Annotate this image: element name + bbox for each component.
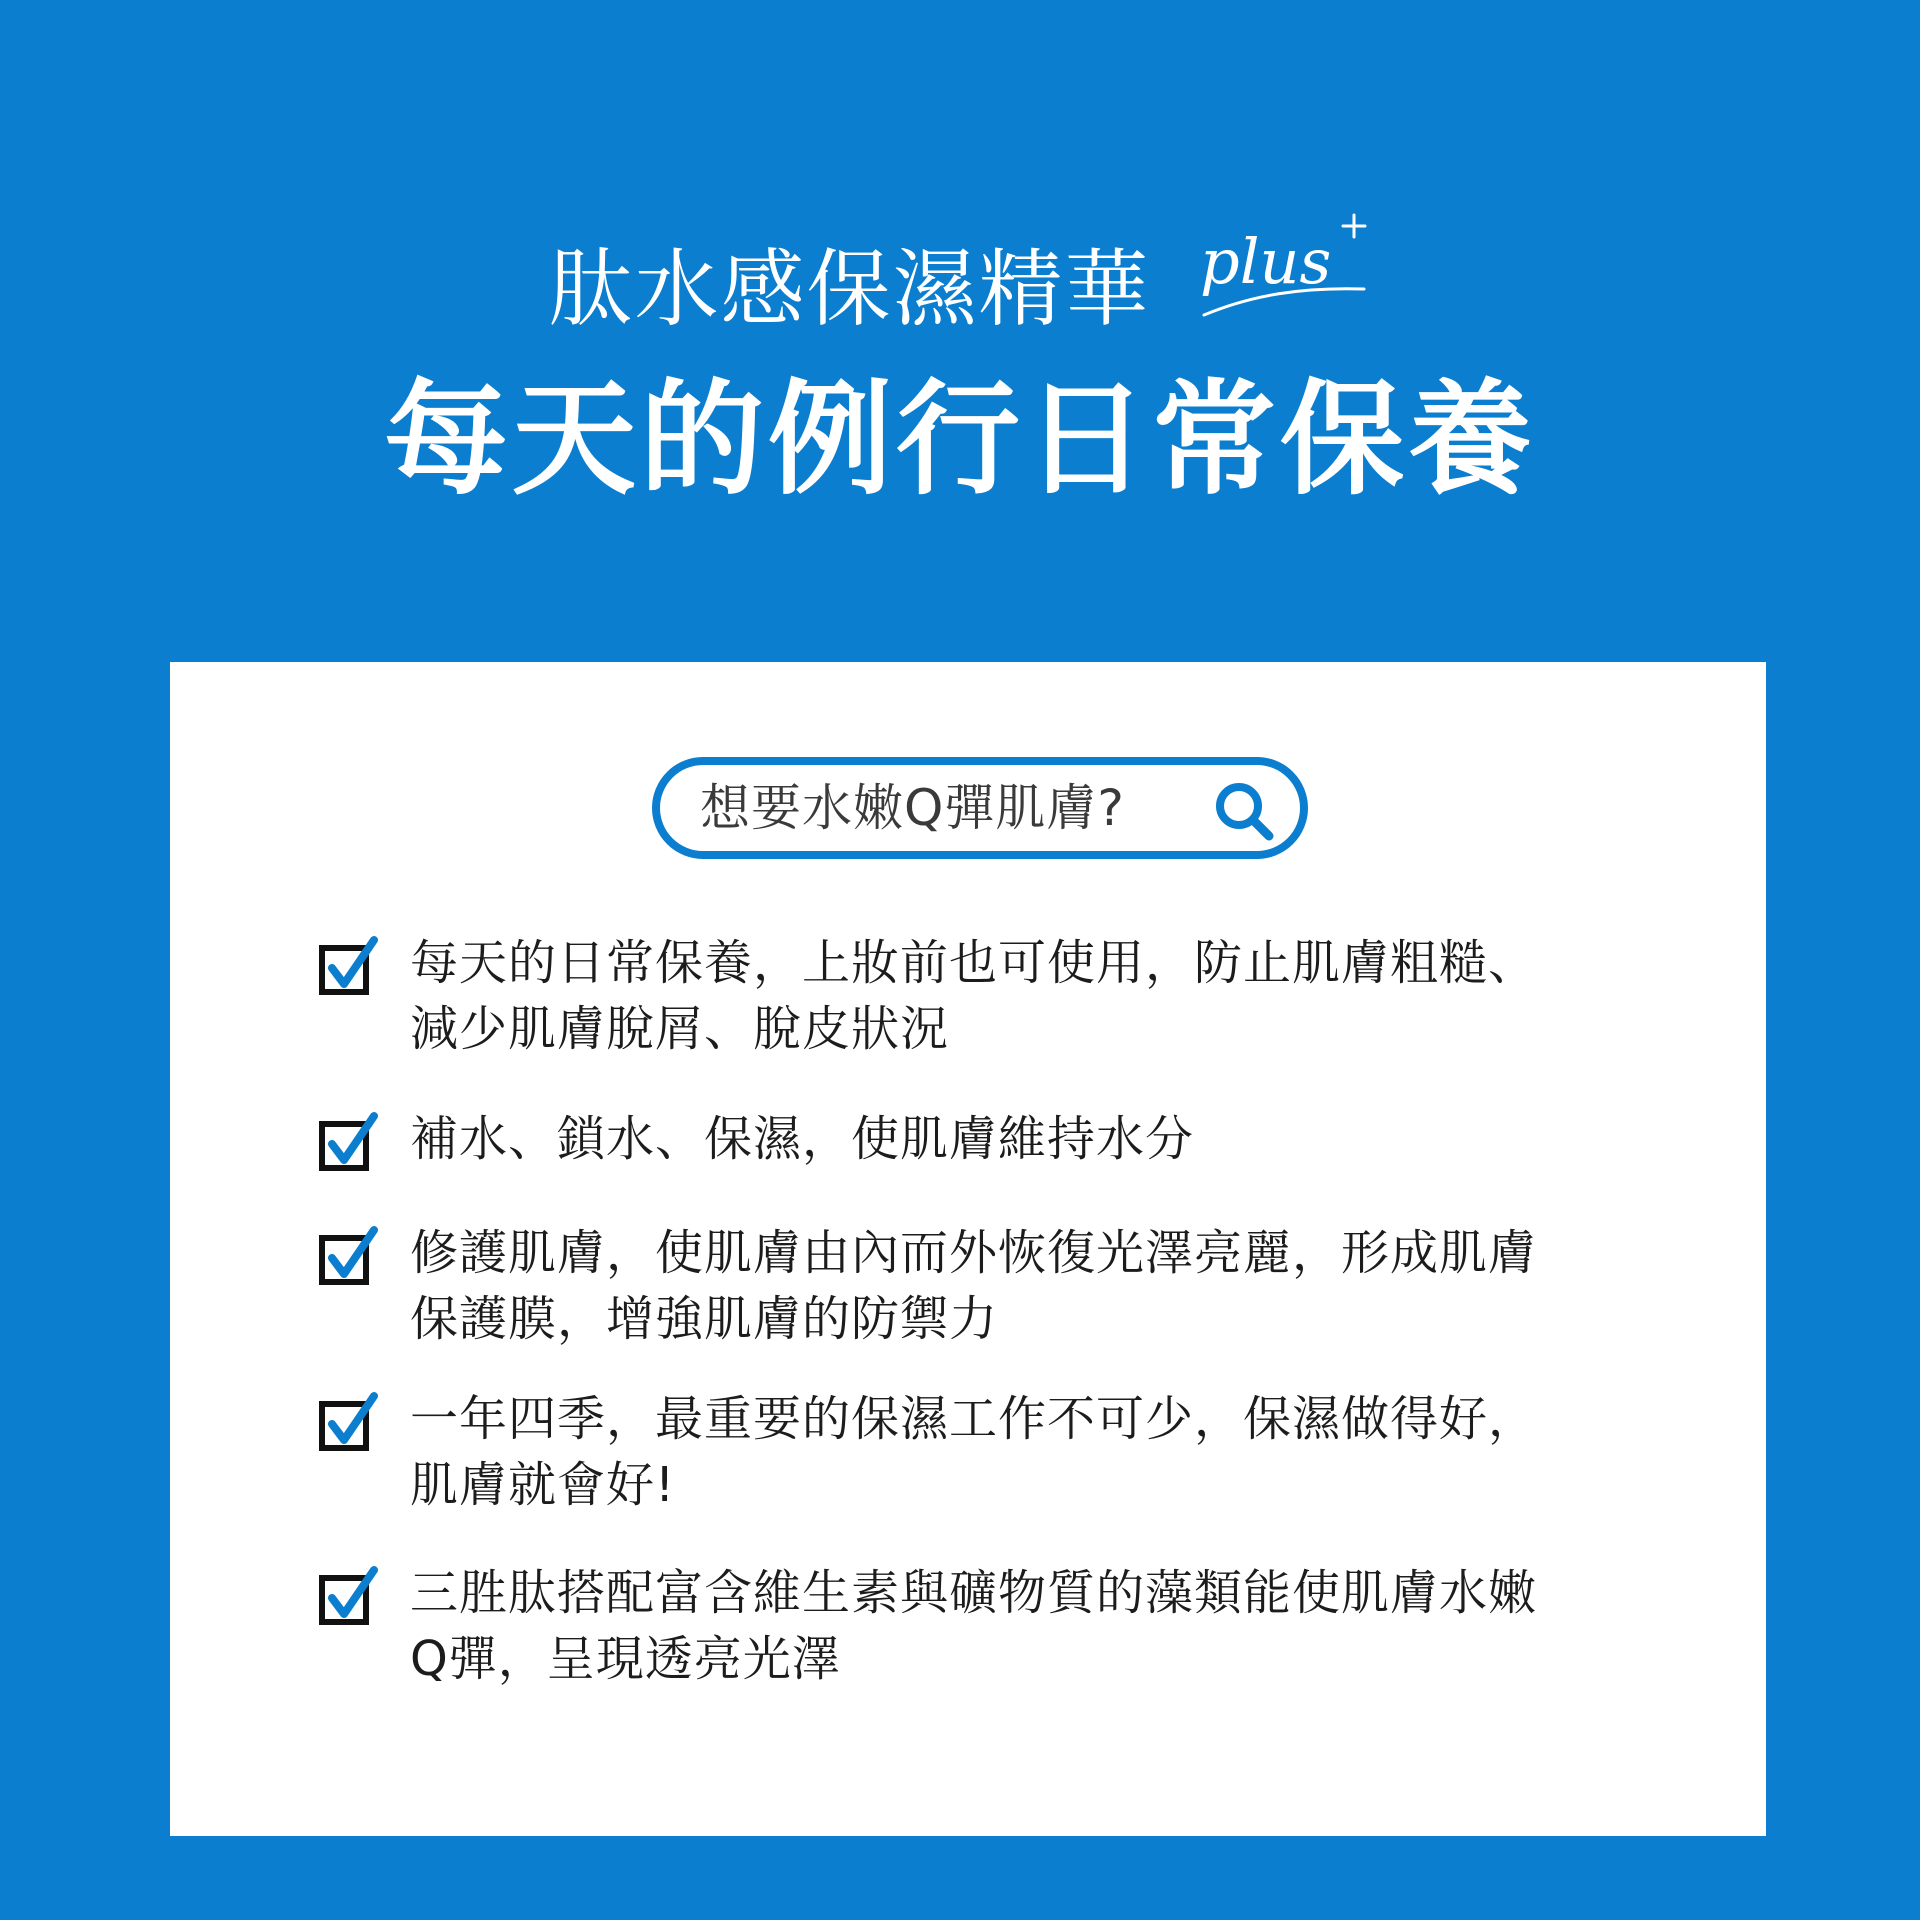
product-name: 肽水感保濕精華	[548, 240, 1151, 338]
search-query: 想要水嫩Q彈肌膚?	[700, 779, 1125, 837]
checkbox-checked-icon	[318, 1226, 378, 1286]
search-bar[interactable]	[652, 757, 1308, 859]
content-card	[170, 662, 1766, 1836]
list-item-line-1: 每天的日常保養，上妝前也可使用，防止肌膚粗糙、	[410, 935, 1538, 991]
list-item-line-2: 減少肌膚脫屑、脫皮狀況	[410, 1001, 950, 1057]
headline: 每天的例行日常保養	[383, 368, 1536, 512]
plus-logo-text: plus	[1199, 224, 1331, 298]
list-item-line-1: 三胜肽搭配富含維生素與礦物質的藻類能使肌膚水嫩	[410, 1565, 1538, 1621]
list-item-line-2: Q彈，呈現透亮光澤	[410, 1631, 841, 1687]
list-item-line-1: 修護肌膚，使肌膚由內而外恢復光澤亮麗，形成肌膚	[410, 1225, 1538, 1281]
list-item-line-2: 肌膚就會好!	[410, 1457, 676, 1513]
list-item-line-1: 一年四季，最重要的保濕工作不可少，保濕做得好，	[410, 1391, 1538, 1447]
checkbox-checked-icon	[318, 1112, 378, 1172]
checkbox-checked-icon	[318, 936, 378, 996]
list-item	[318, 1220, 1638, 1352]
list-item-line-1: 補水、鎖水、保濕，使肌膚維持水分	[410, 1111, 1195, 1167]
list-item	[318, 930, 1638, 1062]
list-item	[318, 1106, 1638, 1172]
header	[0, 0, 1920, 660]
checkbox-checked-icon	[318, 1392, 378, 1452]
benefit-list	[318, 930, 1638, 1692]
plus-logo	[1182, 203, 1372, 333]
checkbox-checked-icon	[318, 1566, 378, 1626]
list-item	[318, 1386, 1638, 1518]
product-title-line	[0, 222, 1920, 343]
search-icon[interactable]	[1212, 779, 1276, 843]
list-item	[318, 1560, 1638, 1692]
list-item-line-2: 保護膜，增強肌膚的防禦力	[410, 1291, 999, 1347]
